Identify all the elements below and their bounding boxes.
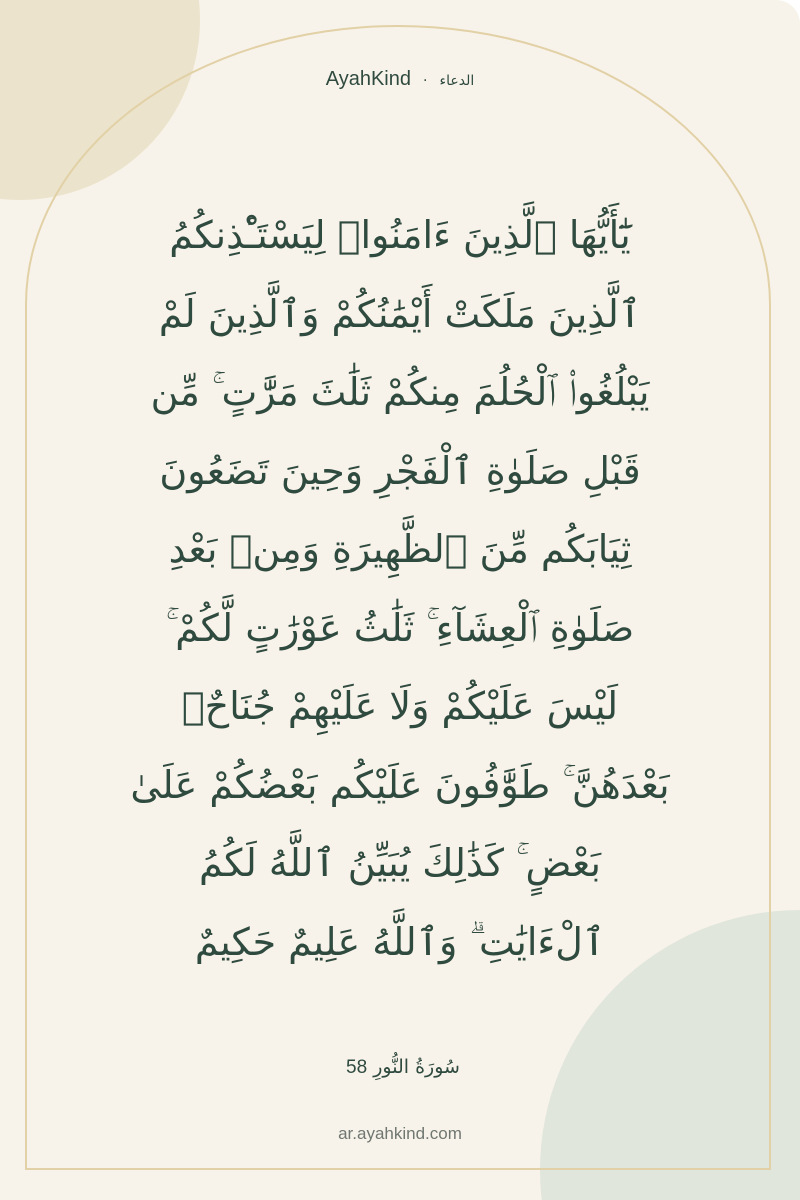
brand-name: AyahKind: [325, 68, 411, 90]
verse-reference: [0, 1056, 800, 1079]
separator-dot: ·: [423, 73, 428, 89]
arch-frame-base: [25, 1168, 771, 1170]
section-label: الدعاء: [439, 73, 475, 89]
surah-name: سُورَةُ النُّورِ: [373, 1056, 460, 1078]
ayah-number: 58: [346, 1057, 368, 1078]
verse-text: [90, 196, 710, 981]
verse-line: يَبْلُغُوا۟ ٱلْحُلُمَ مِنكُمْ ثَلَٰثَ مَرَّٰتٍ ۚ مِّن: [150, 370, 650, 414]
verse-line: قَبْلِ صَلَوٰةِ ٱلْفَجْرِ وَحِينَ تَضَعُونَ: [159, 448, 641, 493]
card-header: [0, 68, 800, 91]
verse-line: ٱلَّذِينَ مَلَكَتْ أَيْمَٰنُكُمْ وَٱلَّذِينَ لَمْ: [158, 291, 642, 336]
verse-line: ٱلْءَايَٰتِ ۗ وَٱللَّهُ عَلِيمٌ حَكِيمٌ: [194, 919, 606, 964]
verse-line: بَعْضٍ ۚ كَذَٰلِكَ يُبَيِّنُ ٱللَّهُ لَكُمُ: [198, 841, 601, 885]
website-url: ar.ayahkind.com: [338, 1124, 462, 1143]
verse-line: صَلَوٰةِ ٱلْعِشَآءِ ۚ ثَلَٰثُ عَوْرَٰتٍ لَّكُمْ ۚ: [165, 605, 635, 650]
verse-line: بَعْدَهُنَّ ۚ طَوَّٰفُونَ عَلَيْكُم بَعْضُكُمْ عَلَىٰ: [130, 762, 670, 807]
verse-line: يَٰٓأَيُّهَا ٱلَّذِينَ ءَامَنُوا۟ لِيَسْتَـْٔذِنكُمُ: [169, 213, 631, 257]
verse-line: ثِيَابَكُم مِّنَ ٱلظَّهِيرَةِ وَمِنۢ بَعْدِ: [168, 527, 632, 571]
verse-line: لَيْسَ عَلَيْكُمْ وَلَا عَلَيْهِمْ جُنَاحٌۢ: [181, 684, 619, 728]
